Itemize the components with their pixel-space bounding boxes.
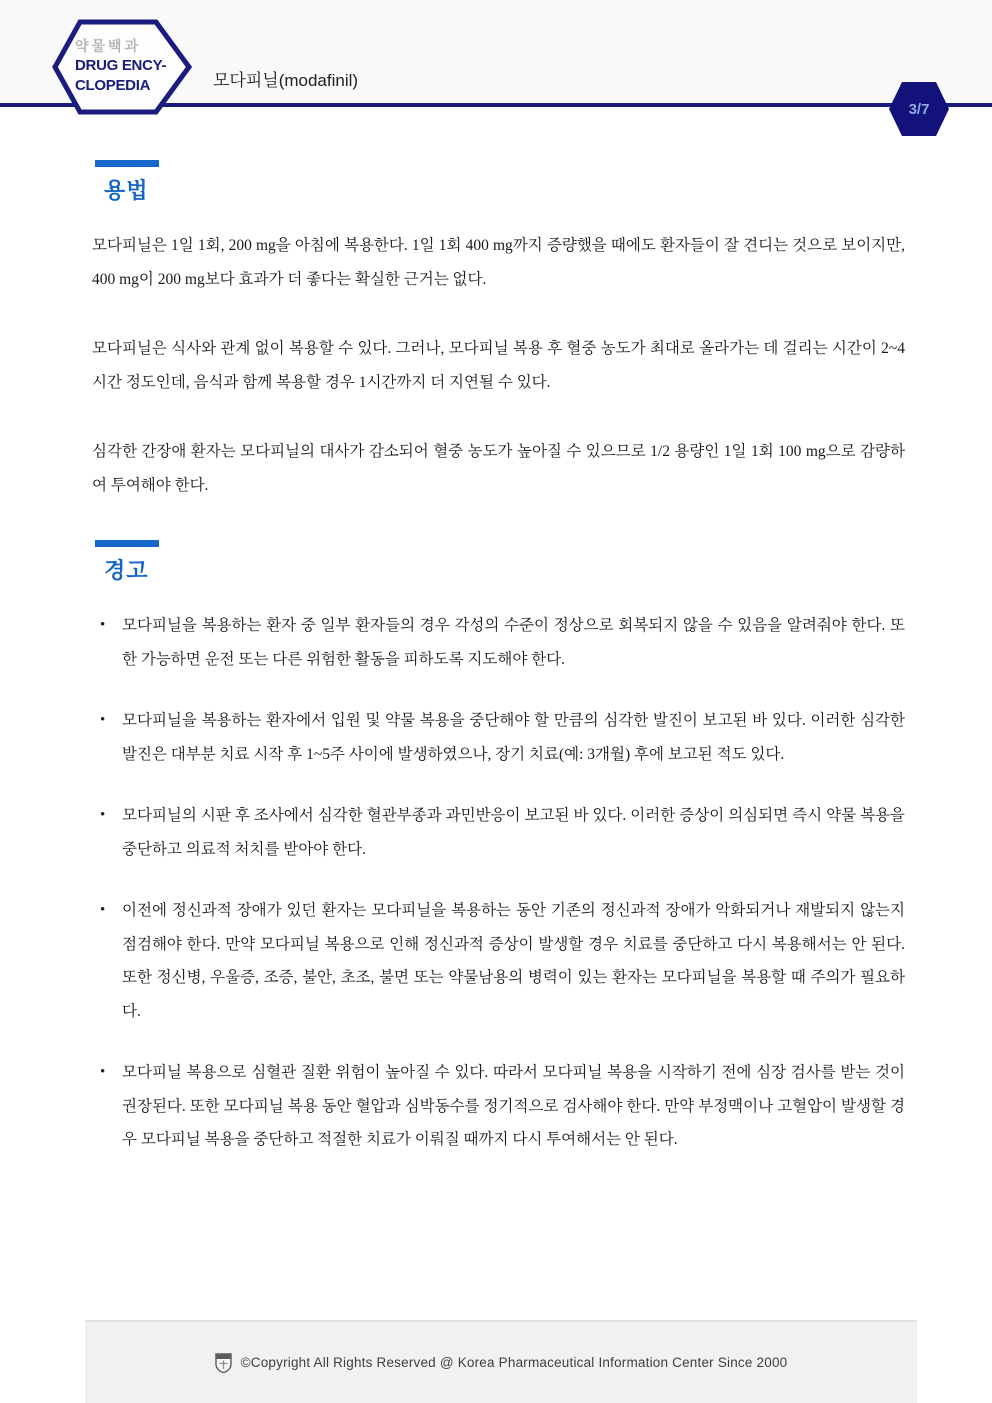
copyright-text: ©Copyright All Rights Reserved @ Korea Pharmaceutical Information Center Since 2000	[240, 1355, 788, 1370]
logo	[75, 36, 175, 96]
logo-english-line1: DRUG ENCY-	[75, 57, 167, 74]
usage-paragraph-3: 심각한 간장애 환자는 모다피닐의 대사가 감소되어 혈중 농도가 높아질 수 있으므로 1/2 용량인 1일 1회 100 mg으로 감량하여 투여해야 한다.	[92, 443, 905, 494]
kpic-shield-icon	[215, 1353, 232, 1373]
page-title: 모다피닐(modafinil)	[213, 71, 359, 90]
warning-item-5: • 모다피닐 복용으로 심혈관 질환 위험이 높아질 수 있다. 따라서 모다피닐 복용을 시작하기 전에 심장 검사를 받는 것이 권장된다. 또한 모다피닐 복용 동안 혈압과 심박동수를 정기적으로 검사해야 한다. 만약 부정맥이나 고혈압이 발생할 경우 모다피닐 복용을 중단하고 적절한 치료가 이뤄질 때까지 다시 투여해서는 안 된다.	[92, 1056, 905, 1157]
section-usage	[92, 160, 905, 502]
warning-item-4: • 이전에 정신과적 장애가 있던 환자는 모다피닐을 복용하는 동안 기존의 정신과적 장애가 악화되거나 재발되지 않는지 점검해야 한다. 만약 모다피닐 복용으로 인해 정신과적 증상이 발생할 경우 치료를 중단하고 다시 복용해서는 안 된다. 또한 정신병, 우울증, 조증, 불안, 초조, 불면 또는 약물남용의 병력이 있는 환자는 모다피닐을 복용할 때 주의가 필요하다.	[92, 894, 905, 1028]
page-number-text: 3/7	[908, 100, 930, 118]
page-number-badge	[887, 80, 951, 138]
logo-korean-text: 약물백과	[75, 38, 142, 54]
warning-item-3: • 모다피닐의 시판 후 조사에서 심각한 혈관부종과 과민반응이 보고된 바 있다. 이러한 증상이 의심되면 즉시 약물 복용을 중단하고 의료적 처치를 받아야 한다.	[92, 799, 905, 866]
warning-list	[92, 609, 905, 1157]
section-accent-bar	[95, 160, 159, 167]
section-warning	[92, 540, 905, 1157]
footer	[85, 1320, 917, 1403]
section-heading-warning: 경고	[104, 558, 149, 583]
usage-paragraph-2: 모다피닐은 식사와 관계 없이 복용할 수 있다. 그러나, 모다피닐 복용 후 혈중 농도가 최대로 올라가는 데 걸리는 시간이 2~4시간 정도인데, 음식과 함께 복용할 경우 1시간까지 더 지연될 수 있다.	[92, 340, 905, 391]
section-accent-bar	[95, 540, 159, 547]
logo-english-line2: CLOPEDIA	[75, 77, 151, 94]
usage-paragraph-1: 모다피닐은 1일 1회, 200 mg을 아침에 복용한다. 1일 1회 400 mg까지 증량했을 때에도 환자들이 잘 견디는 것으로 보이지만, 400 mg이 200 mg보다 효과가 더 좋다는 확실한 근거는 없다.	[92, 237, 905, 288]
warning-item-2: • 모다피닐을 복용하는 환자에서 입원 및 약물 복용을 중단해야 할 만큼의 심각한 발진이 보고된 바 있다. 이러한 심각한 발진은 대부분 치료 시작 후 1~5주 사이에 발생하였으나, 장기 치료(예: 3개월) 후에 보고된 적도 있다.	[92, 704, 905, 771]
warning-item-1: • 모다피닐을 복용하는 환자 중 일부 환자들의 경우 각성의 수준이 정상으로 회복되지 않을 수 있음을 알려줘야 한다. 또한 가능하면 운전 또는 다른 위험한 활동을 피하도록 지도해야 한다.	[92, 609, 905, 676]
section-heading-usage: 용법	[104, 178, 149, 203]
